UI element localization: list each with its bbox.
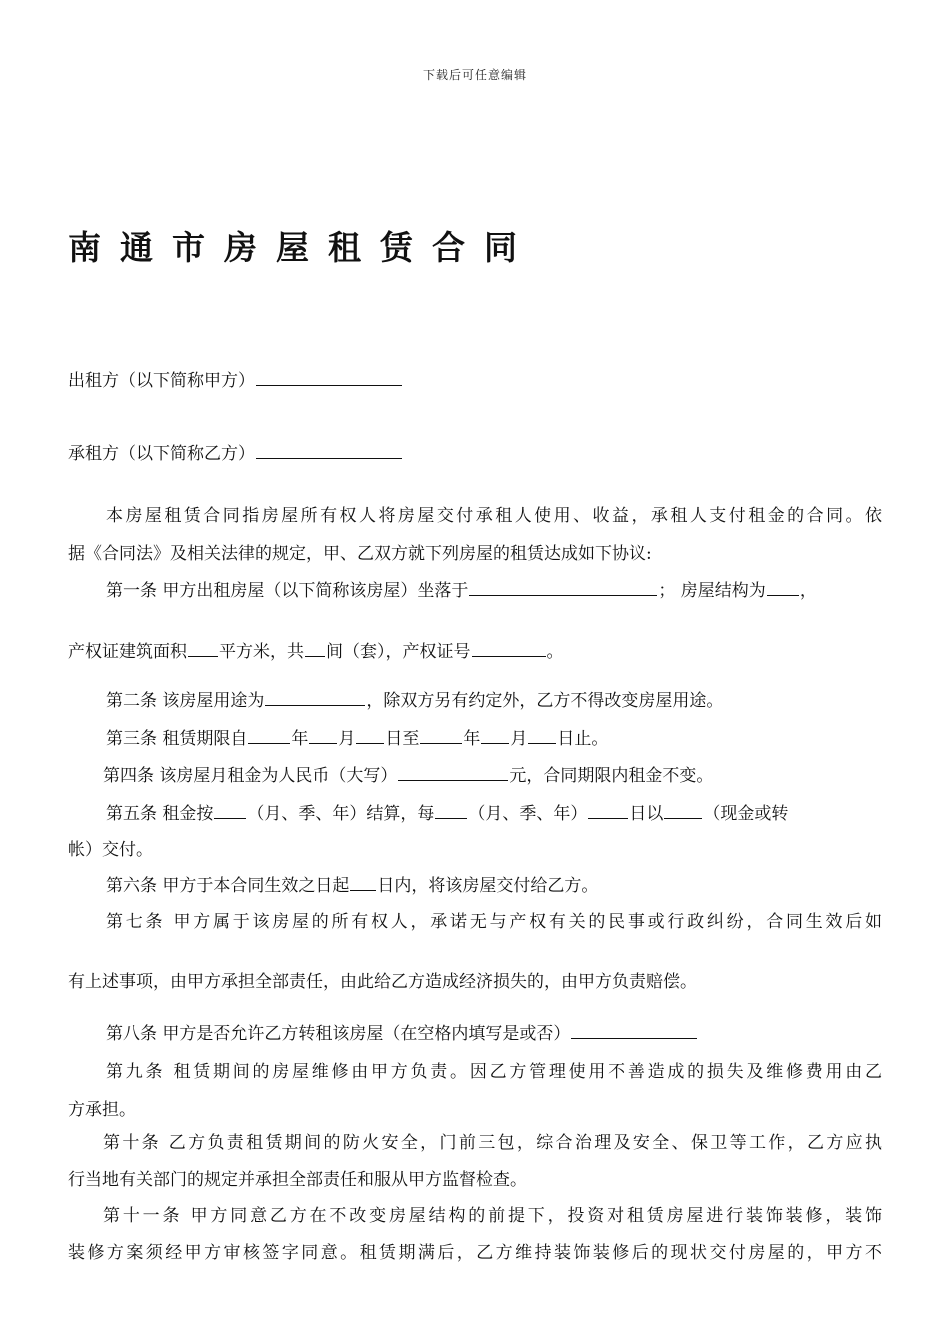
article-3: 第三条 租赁期限自 年 月 日至 年 月 日止。	[106, 725, 882, 752]
intro-line-1: 本房屋租赁合同指房屋所有权人将房屋交付承租人使用、收益，承租人支付租金的合同。依	[106, 506, 882, 526]
start-month-blank[interactable]	[309, 725, 337, 744]
lessee-label: 承租方（以下简称乙方）	[68, 444, 255, 464]
payment-day-blank[interactable]	[588, 800, 628, 819]
rent-amount-blank[interactable]	[398, 762, 508, 781]
end-year-blank[interactable]	[420, 725, 462, 744]
article-9-line-1: 第九条 租赁期间的房屋维修由甲方负责。因乙方管理使用不善造成的损失及维修费用由乙	[106, 1062, 882, 1082]
end-day-blank[interactable]	[528, 725, 556, 744]
intro-line-2: 据《合同法》及相关法律的规定，甲、乙双方就下列房屋的租赁达成如下协议:	[68, 544, 652, 564]
article-7-line-1: 第七条 甲方属于该房屋的所有权人，承诺无与产权有关的民事或行政纠纷，合同生效后如	[106, 912, 882, 932]
start-year-blank[interactable]	[248, 725, 290, 744]
article-1-line-1: 第一条 甲方出租房屋（以下简称该房屋）坐落于 ； 房屋结构为 ，	[106, 577, 882, 604]
settlement-cycle-blank[interactable]	[214, 800, 246, 819]
contract-title: 南通市房屋租赁合同	[68, 228, 536, 267]
rooms-blank[interactable]	[305, 638, 325, 657]
location-blank[interactable]	[469, 577, 657, 596]
article-5-line-2: 帐）交付。	[68, 840, 153, 860]
payment-cycle-blank[interactable]	[435, 800, 467, 819]
article-10-line-1: 第十条 乙方负责租赁期间的防火安全，门前三包，综合治理及安全、保卫等工作，乙方应执	[103, 1133, 882, 1153]
article-11-line-2: 装修方案须经甲方审核签字同意。租赁期满后，乙方维持装饰装修后的现状交付房屋的，甲方不	[68, 1243, 882, 1263]
article-4: 第四条 该房屋月租金为人民币（大写） 元，合同期限内租金不变。	[103, 762, 882, 789]
payment-method-blank[interactable]	[664, 800, 702, 819]
area-blank[interactable]	[188, 638, 218, 657]
lessor-label: 出租方（以下简称甲方）	[68, 371, 255, 391]
structure-blank[interactable]	[767, 577, 799, 596]
delivery-days-blank[interactable]	[350, 872, 376, 891]
sublet-permission-blank[interactable]	[571, 1020, 697, 1039]
end-month-blank[interactable]	[481, 725, 509, 744]
lessee-line	[68, 440, 882, 467]
article-8: 第八条 甲方是否允许乙方转租该房屋（在空格内填写是或否）	[106, 1020, 882, 1047]
lessee-name-blank[interactable]	[256, 440, 402, 459]
article-11-line-1: 第十一条 甲方同意乙方在不改变房屋结构的前提下，投资对租赁房屋进行装饰装修，装饰	[103, 1206, 882, 1226]
article-5-line-1: 第五条 租金按 （月、季、年）结算，每 （月、季、年） 日以 （现金或转	[106, 800, 882, 827]
lessor-name-blank[interactable]	[256, 367, 402, 386]
lessor-line	[68, 367, 882, 394]
article-1-line-2: 产权证建筑面积 平方米，共 间（套），产权证号 。	[68, 638, 882, 665]
certificate-number-blank[interactable]	[472, 638, 546, 657]
start-day-blank[interactable]	[356, 725, 384, 744]
article-9-line-2: 方承担。	[68, 1100, 136, 1120]
article-6: 第六条 甲方于本合同生效之日起 日内，将该房屋交付给乙方。	[106, 872, 882, 899]
header-note: 下载后可任意编辑	[422, 68, 527, 82]
article-7-line-2: 有上述事项，由甲方承担全部责任，由此给乙方造成经济损失的，由甲方负责赔偿。	[68, 972, 697, 992]
purpose-blank[interactable]	[265, 687, 365, 706]
article-2: 第二条 该房屋用途为 ，除双方另有约定外，乙方不得改变房屋用途。	[106, 687, 882, 714]
article-10-line-2: 行当地有关部门的规定并承担全部责任和服从甲方监督检查。	[68, 1170, 527, 1190]
